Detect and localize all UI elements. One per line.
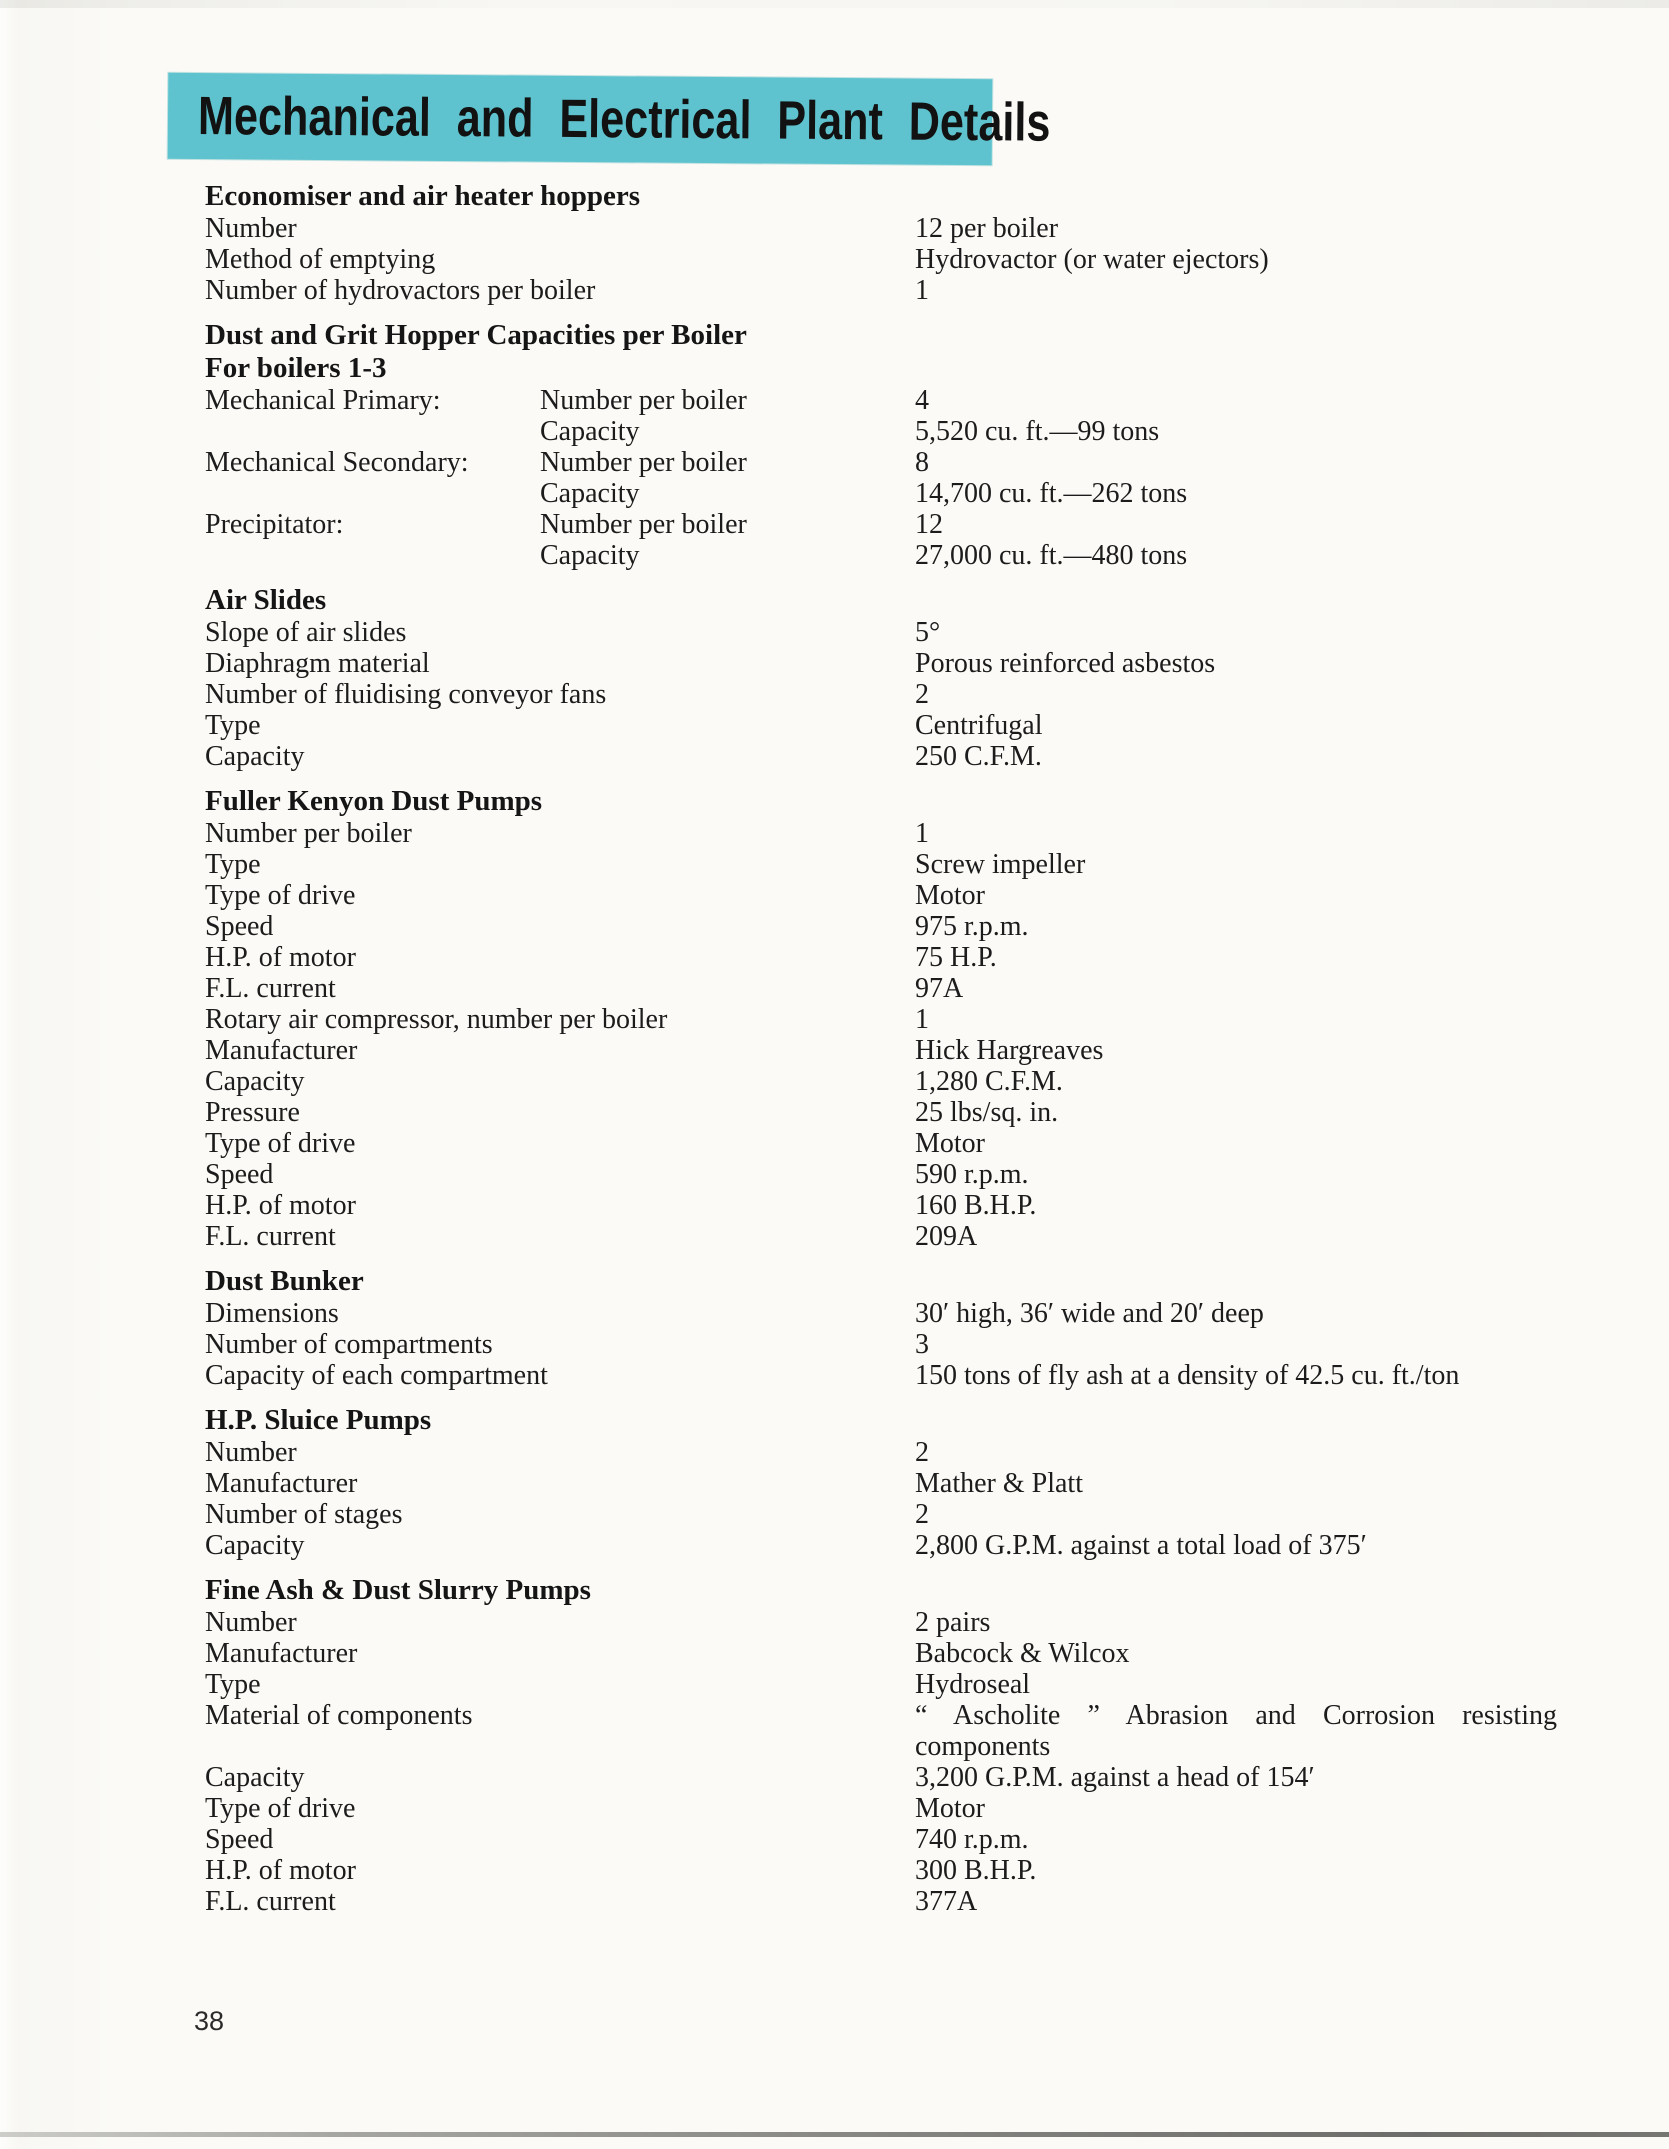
spec-value: Motor	[915, 880, 985, 911]
spec-value: 300 B.H.P.	[915, 1855, 1037, 1886]
spec-section	[205, 785, 1557, 1252]
section-heading-line: Air Slides	[205, 584, 327, 616]
spec-label: Manufacturer	[205, 1468, 358, 1499]
spec-value: 377A	[915, 1886, 978, 1917]
spec-label: Capacity	[205, 741, 305, 772]
spec-row	[205, 1190, 1557, 1221]
spec-value: 97A	[915, 973, 964, 1004]
spec-label: Number	[205, 213, 297, 244]
spec-row	[205, 1499, 1557, 1530]
spec-label	[205, 540, 540, 571]
spec-label: Material of components	[205, 1700, 473, 1731]
spec-row	[205, 1066, 1557, 1097]
spec-label: Number of fluidising conveyor fans	[205, 679, 607, 710]
spec-sublabel: Number per boiler	[540, 385, 747, 416]
spec-row	[205, 648, 1557, 679]
spec-section	[205, 584, 1557, 772]
spec-value: 209A	[915, 1221, 978, 1252]
spec-label: Manufacturer	[205, 1035, 358, 1066]
spec-value: Babcock & Wilcox	[915, 1638, 1130, 1669]
spec-value: Mather & Platt	[915, 1468, 1083, 1499]
section-heading	[205, 319, 1557, 385]
spec-sublabel: Capacity	[540, 478, 640, 509]
spec-label: Slope of air slides	[205, 617, 407, 648]
spec-label: Speed	[205, 1159, 274, 1190]
spec-row	[205, 385, 1557, 416]
section-heading	[205, 584, 1557, 617]
page-number: 38	[194, 2006, 225, 2036]
spec-label: H.P. of motor	[205, 1190, 356, 1221]
spec-label: Type of drive	[205, 1793, 356, 1824]
spec-row	[205, 710, 1557, 741]
spec-value: 4	[915, 385, 929, 416]
spec-row	[205, 1855, 1557, 1886]
spec-row	[205, 1128, 1557, 1159]
spec-value: 25 lbs/sq. in.	[915, 1097, 1059, 1128]
page-title: Mechanical and Electrical Plant Details	[197, 86, 1051, 153]
spec-row	[205, 973, 1557, 1004]
spec-section	[205, 1404, 1557, 1561]
section-heading	[205, 180, 1557, 213]
spec-label: F.L. current	[205, 973, 336, 1004]
spec-label	[205, 478, 540, 509]
spec-value: 2	[915, 679, 929, 710]
spec-value: 160 B.H.P.	[915, 1190, 1037, 1221]
spec-label: Diaphragm material	[205, 648, 430, 679]
spec-row	[205, 478, 1557, 509]
section-heading-line: Fuller Kenyon Dust Pumps	[205, 785, 543, 817]
spec-row	[205, 1700, 1557, 1762]
section-heading-line: For boilers 1-3	[205, 352, 387, 384]
spec-row	[205, 1097, 1557, 1128]
spec-row	[205, 617, 1557, 648]
spec-row	[205, 244, 1557, 275]
spec-label: Manufacturer	[205, 1638, 358, 1669]
section-heading-line: H.P. Sluice Pumps	[205, 1404, 432, 1436]
spec-row	[205, 1360, 1557, 1391]
spec-value: “ Ascholite ” Abrasion and Corrosion resisting components	[915, 1700, 1557, 1762]
spec-row	[205, 1221, 1557, 1252]
spec-label	[205, 416, 540, 447]
spec-row	[205, 849, 1557, 880]
spec-section	[205, 319, 1557, 571]
spec-row	[205, 679, 1557, 710]
spec-value: 2,800 G.P.M. against a total load of 375′	[915, 1530, 1367, 1561]
spec-label: F.L. current	[205, 1221, 336, 1252]
spec-label: Capacity	[205, 1530, 305, 1561]
spec-row	[205, 880, 1557, 911]
spec-label: Method of emptying	[205, 244, 436, 275]
spec-value: Hydrovactor (or water ejectors)	[915, 244, 1269, 275]
spec-label: Number	[205, 1437, 297, 1468]
spec-label: Dimensions	[205, 1298, 339, 1329]
section-heading-line: Dust Bunker	[205, 1265, 364, 1297]
spec-value: 5,520 cu. ft.—99 tons	[915, 416, 1160, 447]
spec-value: 12	[915, 509, 943, 540]
spec-sublabel: Number per boiler	[540, 447, 747, 478]
spec-label: H.P. of motor	[205, 942, 356, 973]
spec-value: 2	[915, 1499, 929, 1530]
spec-row	[205, 416, 1557, 447]
spec-label: Type	[205, 849, 261, 880]
spec-value: Motor	[915, 1128, 985, 1159]
spec-label: F.L. current	[205, 1886, 336, 1917]
spec-row	[205, 1607, 1557, 1638]
spec-row	[205, 1886, 1557, 1917]
spec-value: 2 pairs	[915, 1607, 991, 1638]
spec-label: Capacity	[205, 1762, 305, 1793]
spec-sublabel: Capacity	[540, 416, 640, 447]
spec-value: 1	[915, 818, 929, 849]
spec-section	[205, 180, 1557, 306]
spec-label: Number	[205, 1607, 297, 1638]
spec-row	[205, 1669, 1557, 1700]
spec-row	[205, 1468, 1557, 1499]
spec-section	[205, 1574, 1557, 1917]
spec-list	[205, 180, 1557, 1917]
spec-row	[205, 1329, 1557, 1360]
spec-value: 975 r.p.m.	[915, 911, 1029, 942]
spec-label: Speed	[205, 911, 274, 942]
spec-row	[205, 1437, 1557, 1468]
spec-label: Number of compartments	[205, 1329, 493, 1360]
spec-value: 3,200 G.P.M. against a head of 154′	[915, 1762, 1315, 1793]
spec-label: Number per boiler	[205, 818, 412, 849]
spec-value: 250 C.F.M.	[915, 741, 1042, 772]
spec-label: Type of drive	[205, 1128, 356, 1159]
spec-row	[205, 1530, 1557, 1561]
spec-row	[205, 942, 1557, 973]
spec-value: 14,700 cu. ft.—262 tons	[915, 478, 1188, 509]
spec-value: 3	[915, 1329, 929, 1360]
spec-label: Speed	[205, 1824, 274, 1855]
section-heading-line: Fine Ash & Dust Slurry Pumps	[205, 1574, 591, 1606]
spec-row	[205, 1824, 1557, 1855]
spec-label: Number of stages	[205, 1499, 403, 1530]
spec-value: 740 r.p.m.	[915, 1824, 1029, 1855]
spec-value: 5°	[915, 617, 941, 648]
section-heading	[205, 1574, 1557, 1607]
spec-value: 590 r.p.m.	[915, 1159, 1029, 1190]
spec-value: 75 H.P.	[915, 942, 997, 973]
spec-value: Screw impeller	[915, 849, 1086, 880]
spec-value: 27,000 cu. ft.—480 tons	[915, 540, 1188, 571]
spec-row	[205, 509, 1557, 540]
page-title-banner	[168, 73, 1051, 165]
spec-value: 1,280 C.F.M.	[915, 1066, 1063, 1097]
spec-label: Pressure	[205, 1097, 300, 1128]
section-heading-line: Economiser and air heater hoppers	[205, 180, 641, 212]
spec-row	[205, 818, 1557, 849]
spec-value: 8	[915, 447, 929, 478]
spec-value: Hydroseal	[915, 1669, 1031, 1700]
spec-row	[205, 1793, 1557, 1824]
section-heading	[205, 1404, 1557, 1437]
spec-label: Number of hydrovactors per boiler	[205, 275, 596, 306]
scan-bottom-edge	[0, 2132, 1669, 2137]
spec-label: H.P. of motor	[205, 1855, 356, 1886]
spec-row	[205, 275, 1557, 306]
spec-label: Precipitator:	[205, 509, 344, 540]
spec-row	[205, 1159, 1557, 1190]
spec-value: Hick Hargreaves	[915, 1035, 1104, 1066]
spec-label: Type of drive	[205, 880, 356, 911]
spec-value: Centrifugal	[915, 710, 1043, 741]
spec-row	[205, 1298, 1557, 1329]
spec-label: Capacity	[205, 1066, 305, 1097]
spec-row	[205, 1004, 1557, 1035]
spec-value: Motor	[915, 1793, 985, 1824]
spec-label: Rotary air compressor, number per boiler	[205, 1004, 668, 1035]
spec-label: Capacity of each compartment	[205, 1360, 548, 1391]
spec-row	[205, 1638, 1557, 1669]
spec-row	[205, 1762, 1557, 1793]
spec-label: Mechanical Primary:	[205, 385, 441, 416]
spec-value: Porous reinforced asbestos	[915, 648, 1216, 679]
spec-label: Mechanical Secondary:	[205, 447, 469, 478]
section-heading	[205, 785, 1557, 818]
spec-value: 1	[915, 1004, 929, 1035]
spec-row	[205, 447, 1557, 478]
spec-section	[205, 1265, 1557, 1391]
spec-row	[205, 540, 1557, 571]
spec-row	[205, 911, 1557, 942]
spec-value: 2	[915, 1437, 929, 1468]
spec-row	[205, 1035, 1557, 1066]
spec-row	[205, 741, 1557, 772]
spec-sublabel: Number per boiler	[540, 509, 747, 540]
spec-value: 150 tons of fly ash at a density of 42.5 cu. ft./ton	[915, 1360, 1460, 1391]
section-heading-line: Dust and Grit Hopper Capacities per Boiler	[205, 319, 747, 351]
spec-row	[205, 213, 1557, 244]
spec-value: 1	[915, 275, 929, 306]
spec-sublabel: Capacity	[540, 540, 640, 571]
section-heading	[205, 1265, 1557, 1298]
spec-label: Type	[205, 710, 261, 741]
spec-value: 30′ high, 36′ wide and 20′ deep	[915, 1298, 1264, 1329]
spec-label: Type	[205, 1669, 261, 1700]
spec-value: 12 per boiler	[915, 213, 1059, 244]
